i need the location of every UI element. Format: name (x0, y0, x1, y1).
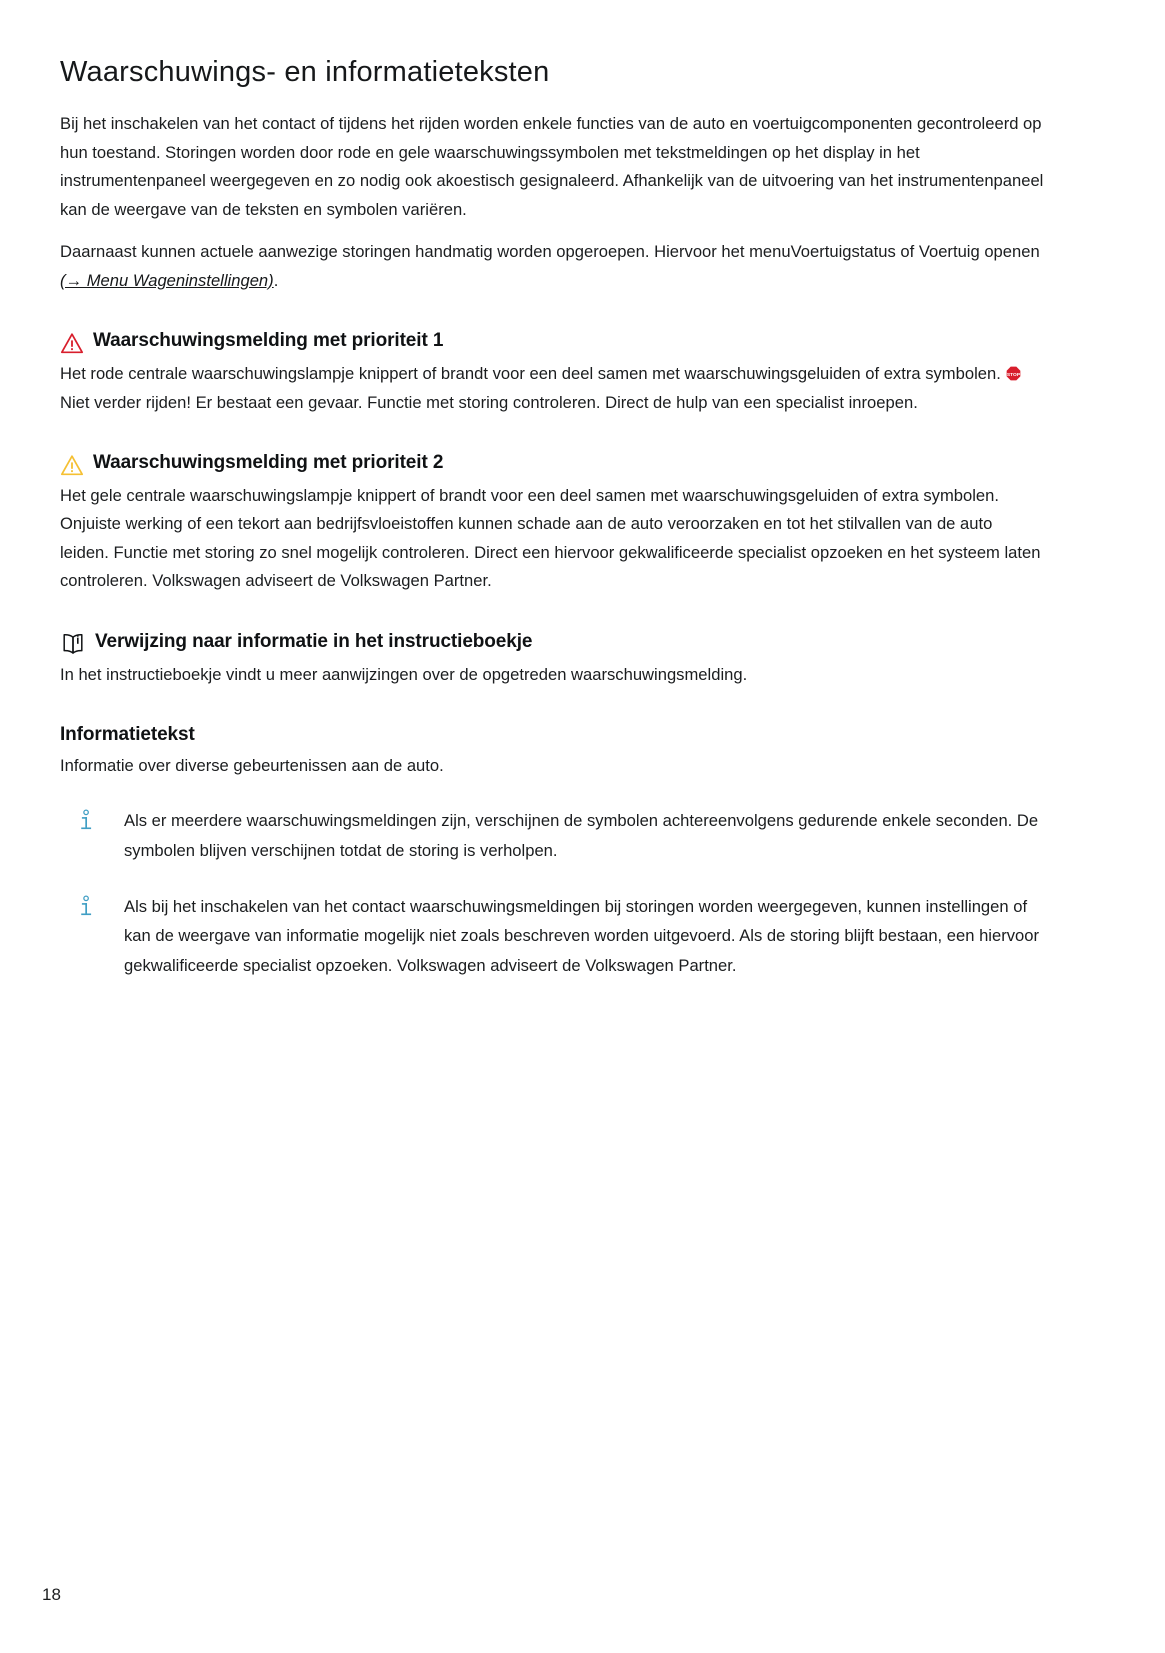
section-priority-2-body: Het gele centrale waarschuwingslampje knippert of brandt voor een deel samen met waarschuwingsgeluiden of extra symbolen. Onjuiste werking of een tekort aan bedrijfsvloeistoffen kunnen schade aan de auto veroorzaken en tot het stilvallen van de auto leiden. Functie met storing zo snel mogelijk controleren. Direct een hiervoor gekwalificeerde specialist opzoeken en het systeem laten controleren. Volkswagen adviseert de Volkswagen Partner. (60, 485, 1041, 591)
intro-paragraph-1: Bij het inschakelen van het contact of tijdens het rijden worden enkele functies van de auto en voertuigcomponenten gecontroleerd op hun toestand. Storingen worden door rode en gele waarschuwingssymbolen met tekstmeldingen op het display in het instrumentenpaneel weergegeven en zo nodig ook akoestisch gesignaleerd. Afhankelijk van de uitvoering van het instrumentenpaneel kan de weergave van de teksten en symbolen variëren. (60, 114, 1044, 219)
priority-1-text-lead: Het rode centrale waarschuwingslampje knippert of brandt voor een deel samen met waarschuwingsgeluiden of extra symbolen. (60, 364, 1006, 384)
section-priority-1-title: Waarschuwingsmelding met prioriteit 1 (93, 330, 444, 352)
warning-triangle-yellow-icon (60, 454, 84, 476)
intro-paragraph-2-tail: . (273, 270, 279, 290)
note-item (60, 892, 1045, 981)
note-text: Als bij het inschakelen van het contact waarschuwingsmeldingen bij storingen worden weergegeven, kunnen instellingen of kan de weergave van informatie mogelijk niet zoals beschreven worden uitgevoerd. Als de storing blijft bestaan, een hiervoor gekwalificeerde specialist opzoeken. Volkswagen adviseert de Volkswagen Partner. (124, 896, 1040, 975)
section-information-text-heading (60, 723, 1045, 748)
info-i-icon (60, 806, 124, 832)
section-priority-2-heading (60, 451, 1045, 476)
section-priority-1-heading (60, 329, 1045, 354)
section-manual-reference (60, 630, 1045, 689)
cross-reference-link[interactable]: (→ Menu Wageninstellingen) (60, 270, 274, 290)
priority-1-text-tail: Niet verder rijden! Er bestaat een gevaar. Functie met storing controleren. Direct de hulp van een specialist inroepen. (60, 392, 918, 412)
section-priority-2 (60, 451, 1045, 596)
note-item (60, 806, 1045, 865)
section-priority-1 (60, 329, 1045, 417)
section-manual-reference-title: Verwijzing naar informatie in het instructieboekje (95, 631, 533, 652)
section-manual-reference-body: In het instructieboekje vindt u meer aanwijzingen over de opgetreden waarschuwingsmelding. (60, 664, 748, 684)
note-text: Als er meerdere waarschuwingsmeldingen zijn, verschijnen de symbolen achtereenvolgens gedurende enkele seconden. De symbolen blijven verschijnen totdat de storing is verholpen. (124, 811, 1039, 860)
info-i-icon (60, 892, 124, 918)
intro-paragraph-2-lead: Daarnaast kunnen actuele aanwezige storingen handmatig worden opgeroepen. Hiervoor het menuVoertuigstatus of Voertuig openen (60, 242, 1040, 262)
section-priority-1-body (60, 360, 1045, 417)
section-manual-reference-heading (60, 630, 1045, 655)
page-number: 18 (42, 1585, 61, 1604)
stop-sign-icon (1006, 362, 1021, 377)
section-information-text (60, 723, 1045, 780)
warning-triangle-red-icon (60, 332, 84, 354)
section-priority-2-title: Waarschuwingsmelding met prioriteit 2 (93, 452, 444, 474)
page-content (60, 54, 1045, 980)
section-information-text-body: Informatie over diverse gebeurtenissen aan de auto. (60, 755, 444, 775)
open-book-info-icon (60, 632, 86, 654)
page-title: Waarschuwings- en informatieteksten (60, 56, 550, 88)
intro-paragraph-2 (60, 238, 1045, 295)
section-information-text-title: Informatietekst (60, 724, 195, 746)
svg-text:STOP: STOP (1007, 372, 1021, 378)
